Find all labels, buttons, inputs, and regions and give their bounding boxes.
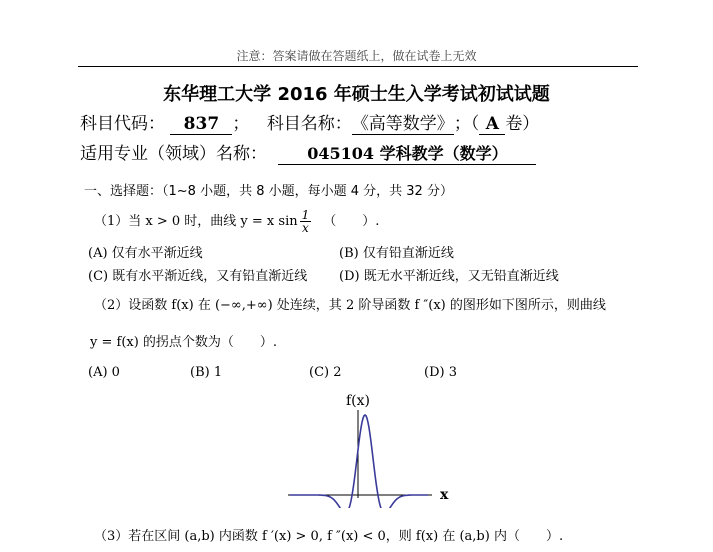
q1-option-d: (D) 既无水平渐近线，又无铅直渐近线 xyxy=(339,269,559,284)
second-derivative-figure xyxy=(280,388,470,508)
code-separator: ； xyxy=(232,114,250,134)
q1-fraction xyxy=(300,209,312,234)
question-3-stem: （3）若在区间 (a,b) 内函数 f ′(x) > 0, f ″(x) < 0，则 f(x) 在 (a,b) 内（ ）. xyxy=(94,529,564,544)
subject-info-row xyxy=(80,109,539,135)
q1-frac-numerator: 1 xyxy=(301,208,310,222)
q1-option-b: (B) 仅有铅直渐近线 xyxy=(339,246,454,261)
q1-frac-denominator: x xyxy=(302,221,309,235)
q2-option-b: (B) 1 xyxy=(190,365,223,380)
name-label: 科目名称： xyxy=(266,114,352,134)
major-info-row xyxy=(80,139,536,165)
q1-stem-text: （1）当 x > 0 时，曲线 y = x sin xyxy=(94,214,298,229)
code-value: 837 xyxy=(170,114,232,135)
code-label: 科目代码： xyxy=(80,114,165,134)
section-heading: 一、选择题：（1~8 小题，共 8 小题，每小题 4 分，共 32 分） xyxy=(84,184,453,199)
subject-name: 《高等数学》 xyxy=(352,109,454,135)
q2-option-c: (C) 2 xyxy=(309,365,342,380)
q2-option-d: (D) 3 xyxy=(424,365,457,380)
q2-option-a: (A) 0 xyxy=(88,365,120,380)
figure-y-label: f(x) xyxy=(346,393,371,409)
paper-prefix: ；（ xyxy=(453,114,480,134)
major-label: 适用专业（领域）名称： xyxy=(80,144,267,164)
question-2-stem-cont: y = f(x) 的拐点个数为（ ）. xyxy=(90,335,278,350)
second-derivative-curve xyxy=(290,415,428,508)
exam-title: 东华理工大学 2016 年硕士生入学考试初试试题 xyxy=(163,84,550,105)
q1-option-a: (A) 仅有水平渐近线 xyxy=(88,246,203,261)
exam-notice: 注意：答案请做在答题纸上，做在试卷上无效 xyxy=(236,49,477,63)
question-2-stem: （2）设函数 f(x) 在 (−∞,+∞) 处连续，其 2 阶导函数 f ″(x) 的图形如下图所示，则曲线 xyxy=(94,298,606,313)
figure-x-label: x xyxy=(440,487,449,503)
header-divider xyxy=(78,66,638,67)
major-value: 045104 学科教学（数学） xyxy=(278,141,536,165)
paper-version: A xyxy=(479,114,505,135)
q1-option-c: (C) 既有水平渐近线，又有铅直渐近线 xyxy=(88,269,308,284)
question-1-stem xyxy=(94,209,379,234)
q1-stem-end: （ ）. xyxy=(323,214,380,229)
paper-suffix: 卷） xyxy=(505,114,540,134)
